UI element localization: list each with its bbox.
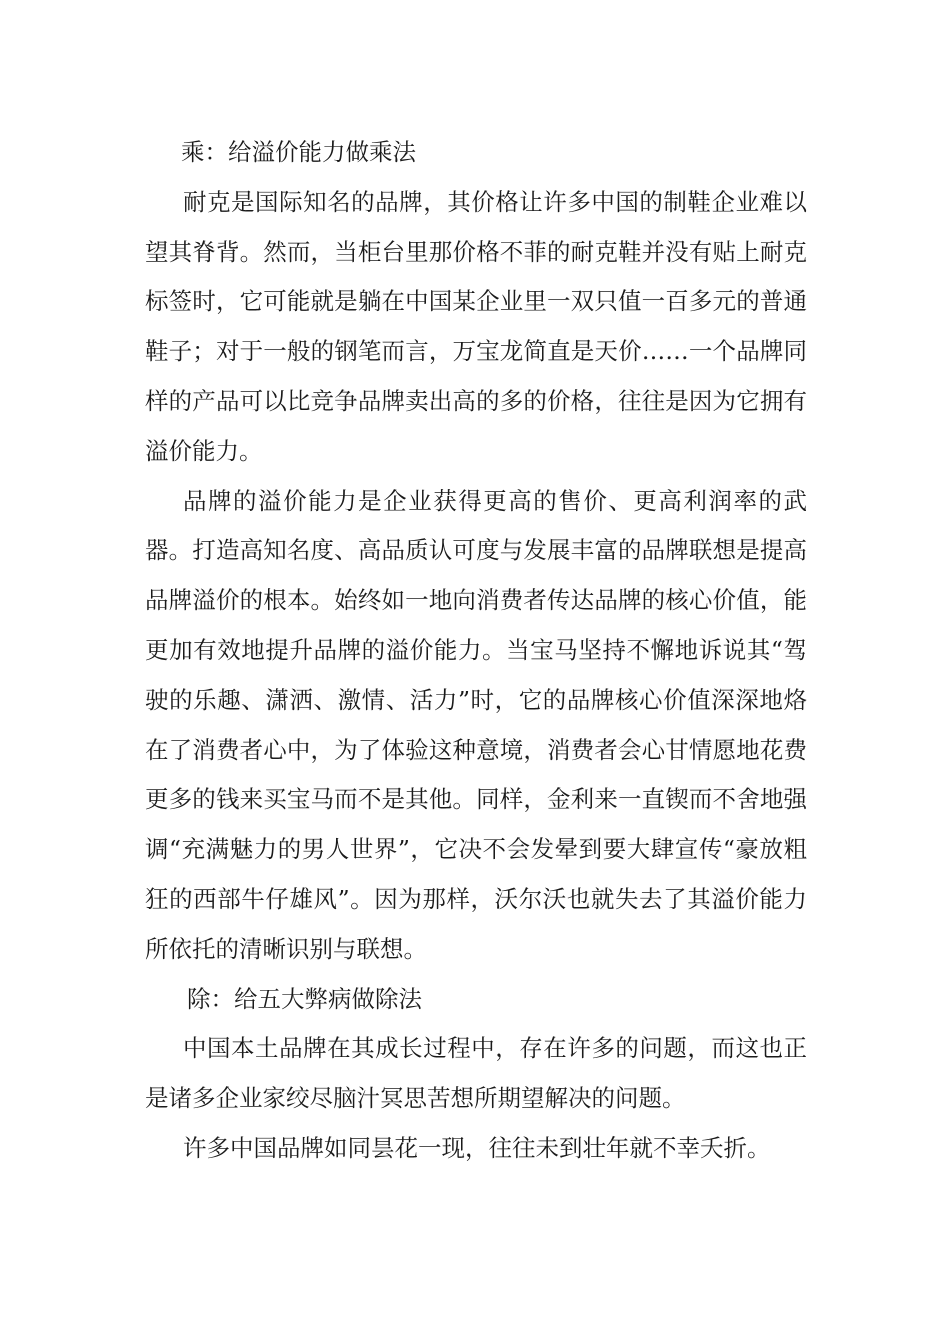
section-heading-divide: 除：给五大弊病做除法 xyxy=(187,984,422,1013)
paragraph-nike: 耐克是国际知名的品牌，其价格让许多中国的制鞋企业难以望其脊背。然而，当柜台里那价格不菲的耐克鞋并没有贴上耐克标签时，它可能就是躺在中国某企业里一双只值一百多元的普通鞋子；对于一般的钢笔而言，万宝龙简直是天价……一个品牌同样的产品可以比竞争品牌卖出高的多的价格，往往是因为它拥有溢价能力。 xyxy=(145,187,807,465)
paragraph-premium-ability: 品牌的溢价能力是企业获得更高的售价、更高利润率的武器。打造高知名度、高品质认可度与发展丰富的品牌联想是提高品牌溢价的根本。始终如一地向消费者传达品牌的核心价值，能更加有效地提升品牌的溢价能力。当宝马坚持不懈地诉说其“驾驶的乐趣、潇洒、激情、活力”时，它的品牌核心价值深深地烙在了消费者心中，为了体验这种意境，消费者会心甘情愿地花费更多的钱来买宝马而不是其他。同样，金利来一直锲而不舍地强调“充满魅力的男人世界”，它决不会发晕到要大肆宣传“豪放粗狂的西部牛仔雄风”。因为那样，沃尔沃也就失去了其溢价能力所依托的清晰识别与联想。 xyxy=(145,486,807,963)
section-heading-multiply: 乘：给溢价能力做乘法 xyxy=(181,138,416,166)
document-page xyxy=(145,128,807,1174)
paragraph-local-brands: 中国本土品牌在其成长过程中，存在许多的问题，而这也正是诸多企业家绞尽脑汁冥思苦想所期望解决的问题。 xyxy=(145,1034,807,1113)
paragraph-short-lived-brands: 许多中国品牌如同昙花一现，往往未到壮年就不幸夭折。 xyxy=(183,1133,771,1162)
